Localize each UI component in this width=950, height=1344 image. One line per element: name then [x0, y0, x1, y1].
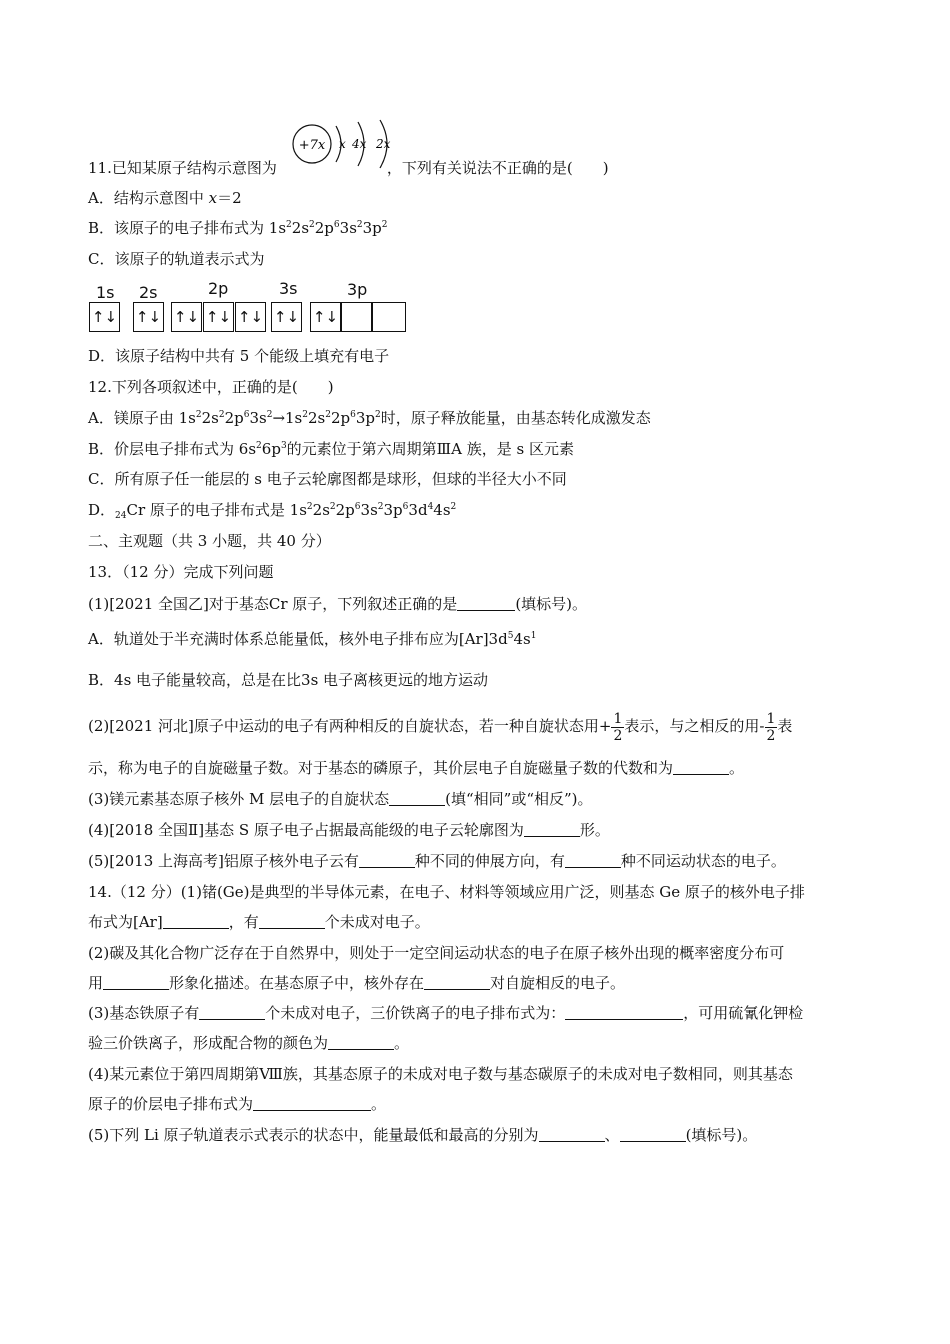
answer-blank[interactable]: [539, 1127, 605, 1142]
q14-line9: (5)下列 Li 原子轨道表示式表示的状态中，能量最低和最高的分别为 、 (填标号)。: [88, 1126, 758, 1144]
q14-line8: 原子的价层电子排布式为 。: [88, 1095, 387, 1113]
answer-blank[interactable]: [389, 791, 445, 806]
q13-part1: (1)[2021 全国乙]对于基态Cr 原子，下列叙述正确的是 (填标号)。: [88, 595, 588, 613]
section-heading: 二、主观题（共 3 小题，共 40 分）: [88, 532, 331, 550]
orbital-box-2p-1: ↑↓: [171, 302, 202, 332]
q13-part5: (5)[2013 上海高考]铝原子核外电子云有 种不同的伸展方向，有 种不同运动状态的电子。: [88, 852, 786, 870]
q12-option-c: C．所有原子任一能层的 s 电子云轮廓图都是球形，但球的半径大小不同: [88, 470, 567, 488]
atom-structure-diagram: [290, 116, 400, 172]
shell2-count: 4x: [352, 137, 367, 151]
q11-option-b: B．该原子的电子排布式为 $1s^22s^22p^63s^23p^2$: [88, 219, 388, 237]
q14-line6: 验三价铁离子，形成配合物的颜色为 。: [88, 1034, 410, 1052]
q13-part1-option-a: A．轨道处于半充满时体系总能量低，核外电子排布应为$[Ar]3d^54s^1$: [88, 630, 537, 648]
answer-blank[interactable]: [457, 596, 515, 611]
q12-option-b: B．价层电子排布式为 $6s^26p^3$的元素位于第六周期第ⅢA 族，是 s 区元素: [88, 440, 574, 458]
q13-part4: (4)[2018 全国Ⅱ]基态 S 原子电子占据最高能级的电子云轮廓图为 形。: [88, 821, 610, 839]
answer-blank[interactable]: [620, 1127, 686, 1142]
q12-option-d: D．$_{24}$Cr 原子的电子排布式是 $1s^22s^22p^63s^23p^63d^44s^2$: [88, 501, 457, 521]
answer-blank[interactable]: [253, 1096, 371, 1111]
answer-blank[interactable]: [424, 975, 490, 990]
answer-blank[interactable]: [673, 760, 729, 775]
fraction-half: $\frac{1}{2}$: [766, 710, 776, 744]
orbital-label-3s: 3s: [279, 279, 298, 298]
orbital-label-2s: 2s: [139, 283, 158, 302]
orbital-box-1s: ↑↓: [89, 302, 120, 332]
answer-blank[interactable]: [524, 822, 580, 837]
shell3-count: 2x: [376, 137, 391, 151]
answer-blank[interactable]: [259, 914, 325, 929]
shell1-count: x: [339, 137, 346, 151]
q14-line2: 布式为[Ar] ，有 个未成对电子。: [88, 913, 430, 931]
answer-blank[interactable]: [328, 1035, 394, 1050]
q11-option-c: C．该原子的轨道表示式为: [88, 250, 265, 268]
answer-blank[interactable]: [103, 975, 169, 990]
fraction-half: $\frac{1}{2}$: [613, 710, 623, 744]
orbital-box-2p-3: ↑↓: [235, 302, 266, 332]
nucleus-charge: +7x: [298, 138, 326, 153]
answer-blank[interactable]: [163, 914, 229, 929]
orbital-label-2p: 2p: [208, 279, 229, 298]
orbital-box-3p-2: [341, 302, 372, 332]
q12-stem: 12.下列各项叙述中，正确的是( ): [88, 378, 334, 396]
q13-heading: 13．（12 分）完成下列问题: [88, 563, 274, 581]
q14-line3: (2)碳及其化合物广泛存在于自然界中，则处于一定空间运动状态的电子在原子核外出现的概率密度分布可: [88, 944, 785, 962]
orbital-box-3p-1: ↑↓: [310, 302, 341, 332]
q11-stem-text: 11.已知某原子结构示意图为: [88, 159, 277, 177]
q14-line1: 14.（12 分）(1)锗(Ge)是典型的半导体元素，在电子、材料等领域应用广泛，则基态 Ge 原子的核外电子排: [88, 883, 805, 901]
q13-part3: (3)镁元素基态原子核外 M 层电子的自旋状态 (填“相同”或“相反”)。: [88, 790, 593, 808]
orbital-box-3s: ↑↓: [271, 302, 302, 332]
answer-blank[interactable]: [359, 853, 415, 868]
answer-blank[interactable]: [565, 853, 621, 868]
orbital-box-2s: ↑↓: [133, 302, 164, 332]
answer-blank[interactable]: [199, 1005, 265, 1020]
q14-line7: (4)某元素位于第四周期第Ⅷ族，其基态原子的未成对电子数与基态碳原子的未成对电子数相同，则其基态: [88, 1065, 793, 1083]
q13-part2: (2)[2021 河北]原子中运动的电子有两种相反的自旋状态，若一种自旋状态用+ $\frac{1}{2}$ 表示，与之相反的用- $\frac{1}{2}$ 表: [88, 710, 793, 744]
orbital-box-3p-3: [372, 302, 406, 332]
q11-option-a: A．结构示意图中 x＝2: [88, 189, 242, 207]
q13-part2-line2: 示，称为电子的自旋磁量子数。对于基态的磷原子，其价层电子自旋磁量子数的代数和为 。: [88, 759, 745, 777]
q14-line4: 用 形象化描述。在基态原子中，核外存在 对自旋相反的电子。: [88, 974, 626, 992]
q13-part1-option-b: B．4s 电子能量较高，总是在比3s 电子离核更远的地方运动: [88, 671, 489, 689]
q11-stem-tail: ，下列有关说法不正确的是( ): [386, 159, 609, 177]
q14-line5: (3)基态铁原子有 个未成对电子，三价铁离子的电子排布式为： ，可用硫氰化钾检: [88, 1004, 804, 1022]
q11-option-d: D．该原子结构中共有 5 个能级上填充有电子: [88, 347, 390, 365]
orbital-label-1s: 1s: [96, 283, 115, 302]
orbital-box-2p-2: ↑↓: [203, 302, 234, 332]
answer-blank[interactable]: [565, 1005, 683, 1020]
q12-option-a: A．镁原子由 $1s^22s^22p^63s^2\to 1s^22s^22p^63p^2$时，原子释放能量，由基态转化成激发态: [88, 409, 651, 427]
orbital-label-3p: 3p: [347, 280, 368, 299]
